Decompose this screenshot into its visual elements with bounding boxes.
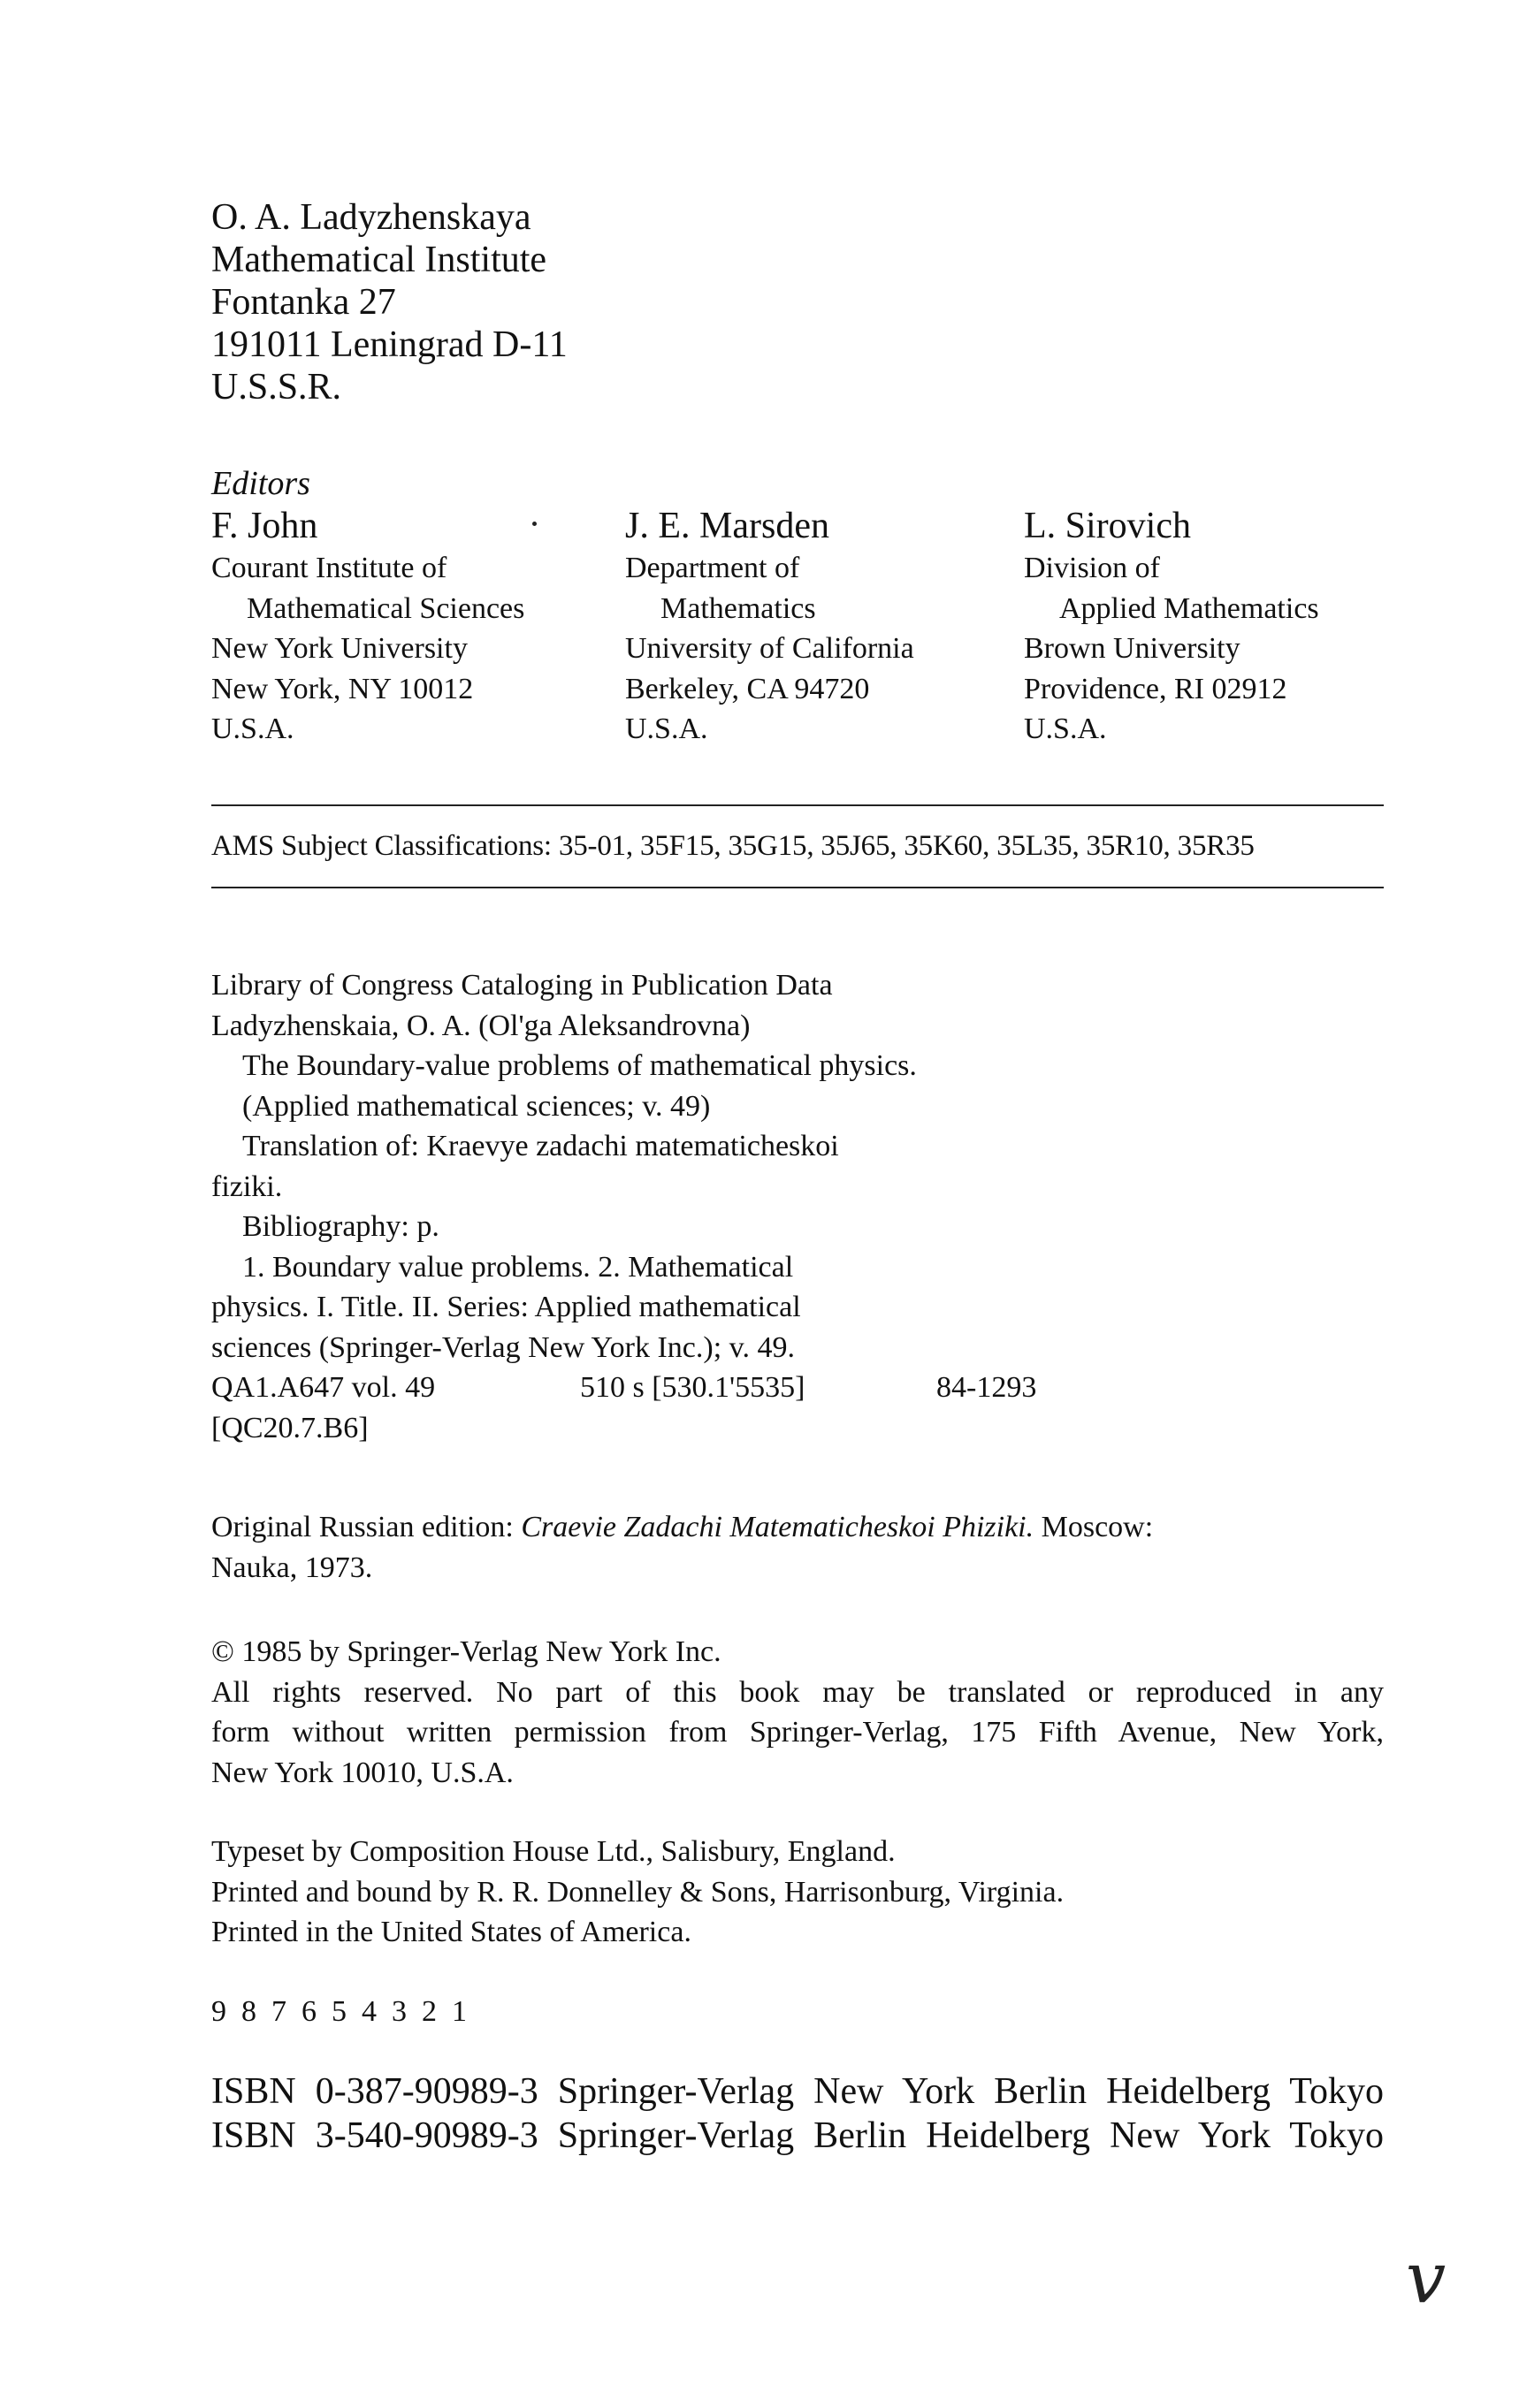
editor-line: Brown University	[1024, 632, 1240, 665]
editor-name: J. E. Marsden	[625, 506, 829, 546]
cip-lccn: 84-1293	[936, 1371, 1037, 1404]
cip-dewey: 510 s [530.1'5535]	[580, 1371, 805, 1404]
address-line: Mathematical Institute	[211, 240, 547, 280]
original-edition-publisher: Nauka, 1973.	[211, 1551, 373, 1584]
production-line: Printed in the United States of America.	[211, 1916, 691, 1948]
isbn-line: ISBN 0-387-90989-3 Springer-Verlag New York Berlin Heidelberg Tokyo	[211, 2071, 1384, 2112]
cip-alt-call: [QC20.7.B6]	[211, 1411, 369, 1444]
editor-line: U.S.A.	[625, 712, 708, 745]
editor-name: F. John	[211, 506, 318, 546]
handwritten-page-mark: v	[1406, 2237, 1446, 2319]
cip-subjects: 1. Boundary value problems. 2. Mathematical	[242, 1250, 794, 1284]
editor-line: University of California	[625, 632, 914, 665]
ams-classifications: AMS Subject Classifications: 35-01, 35F15, 35G15, 35J65, 35K60, 35L35, 35R10, 35R35	[211, 830, 1255, 862]
cip-call-number: QA1.A647 vol. 49	[211, 1371, 436, 1404]
production-line: Printed and bound by R. R. Donnelley & Sons, Harrisonburg, Virginia.	[211, 1875, 1065, 1909]
cip-data	[211, 965, 1037, 1448]
editor-line: Applied Mathematics	[1059, 591, 1319, 625]
editor-line: Berkeley, CA 94720	[625, 672, 870, 705]
cip-heading: Library of Congress Cataloging in Publication Data	[211, 969, 833, 1002]
rights-line: form without written permission from Springer-Verlag, 175 Fifth Avenue, New York,	[211, 1716, 1384, 1749]
editor-sirovich	[1024, 504, 1319, 750]
cip-bibliography: Bibliography: p.	[242, 1210, 439, 1243]
editor-line: New York, NY 10012	[211, 672, 474, 705]
address-line: U.S.S.R.	[211, 367, 342, 408]
copyright-notice: © 1985 by Springer-Verlag New York Inc.	[211, 1635, 721, 1668]
cip-translation: Translation of: Kraevye zadachi matematicheskoi	[242, 1130, 839, 1162]
original-edition	[211, 1507, 1153, 1588]
cip-title: The Boundary-value problems of mathematical physics.	[242, 1049, 917, 1082]
stray-dot	[532, 522, 537, 526]
cip-subjects: physics. I. Title. II. Series: Applied mathematical	[211, 1291, 801, 1323]
cip-author: Ladyzhenskaia, O. A. (Ol'ga Aleksandrovna)	[211, 1009, 751, 1042]
production-line: Typeset by Composition House Ltd., Salisbury, England.	[211, 1835, 896, 1868]
editor-line: Mathematical Sciences	[247, 591, 525, 625]
rights-line: New York 10010, U.S.A.	[211, 1756, 514, 1789]
isbn-line: ISBN 3-540-90989-3 Springer-Verlag Berlin Heidelberg New York Tokyo	[211, 2115, 1384, 2156]
editor-line: Division of	[1024, 552, 1160, 584]
original-edition-line	[211, 1507, 1153, 1548]
editor-line: Courant Institute of	[211, 552, 447, 584]
editors-heading: Editors	[211, 465, 310, 502]
rights-line: All rights reserved. No part of this book may be translated or reproduced in any	[211, 1675, 1384, 1709]
production-info	[211, 1832, 1064, 1953]
original-edition-suffix: Moscow:	[1034, 1511, 1154, 1543]
original-edition-title: Craevie Zadachi Matematicheskoi Phiziki.	[521, 1511, 1034, 1543]
editor-line: Mathematics	[660, 591, 816, 625]
printing-line: 987654321	[211, 1995, 482, 2028]
editor-line: New York University	[211, 632, 468, 665]
editor-line: Department of	[625, 552, 800, 584]
address-line: O. A. Ladyzhenskaya	[211, 197, 531, 238]
cip-translation-cont: fiziki.	[211, 1170, 283, 1203]
copyright-block	[211, 1632, 1384, 1793]
original-edition-prefix: Original Russian edition:	[211, 1511, 522, 1543]
cip-classification-row	[211, 1368, 1037, 1408]
divider-bottom	[211, 887, 1384, 888]
editor-marsden	[625, 504, 914, 750]
editor-name: L. Sirovich	[1024, 506, 1191, 546]
editor-line: Providence, RI 02912	[1024, 672, 1287, 705]
address-line: Fontanka 27	[211, 282, 396, 323]
editor-line: U.S.A.	[211, 712, 294, 745]
divider-top	[211, 804, 1384, 806]
editor-john	[211, 504, 524, 750]
cip-subjects: sciences (Springer-Verlag New York Inc.); v. 49.	[211, 1330, 795, 1364]
editor-line: U.S.A.	[1024, 712, 1107, 745]
author-address	[211, 196, 568, 408]
address-line: 191011 Leningrad D-11	[211, 324, 568, 365]
cip-series: (Applied mathematical sciences; v. 49)	[242, 1089, 711, 1123]
